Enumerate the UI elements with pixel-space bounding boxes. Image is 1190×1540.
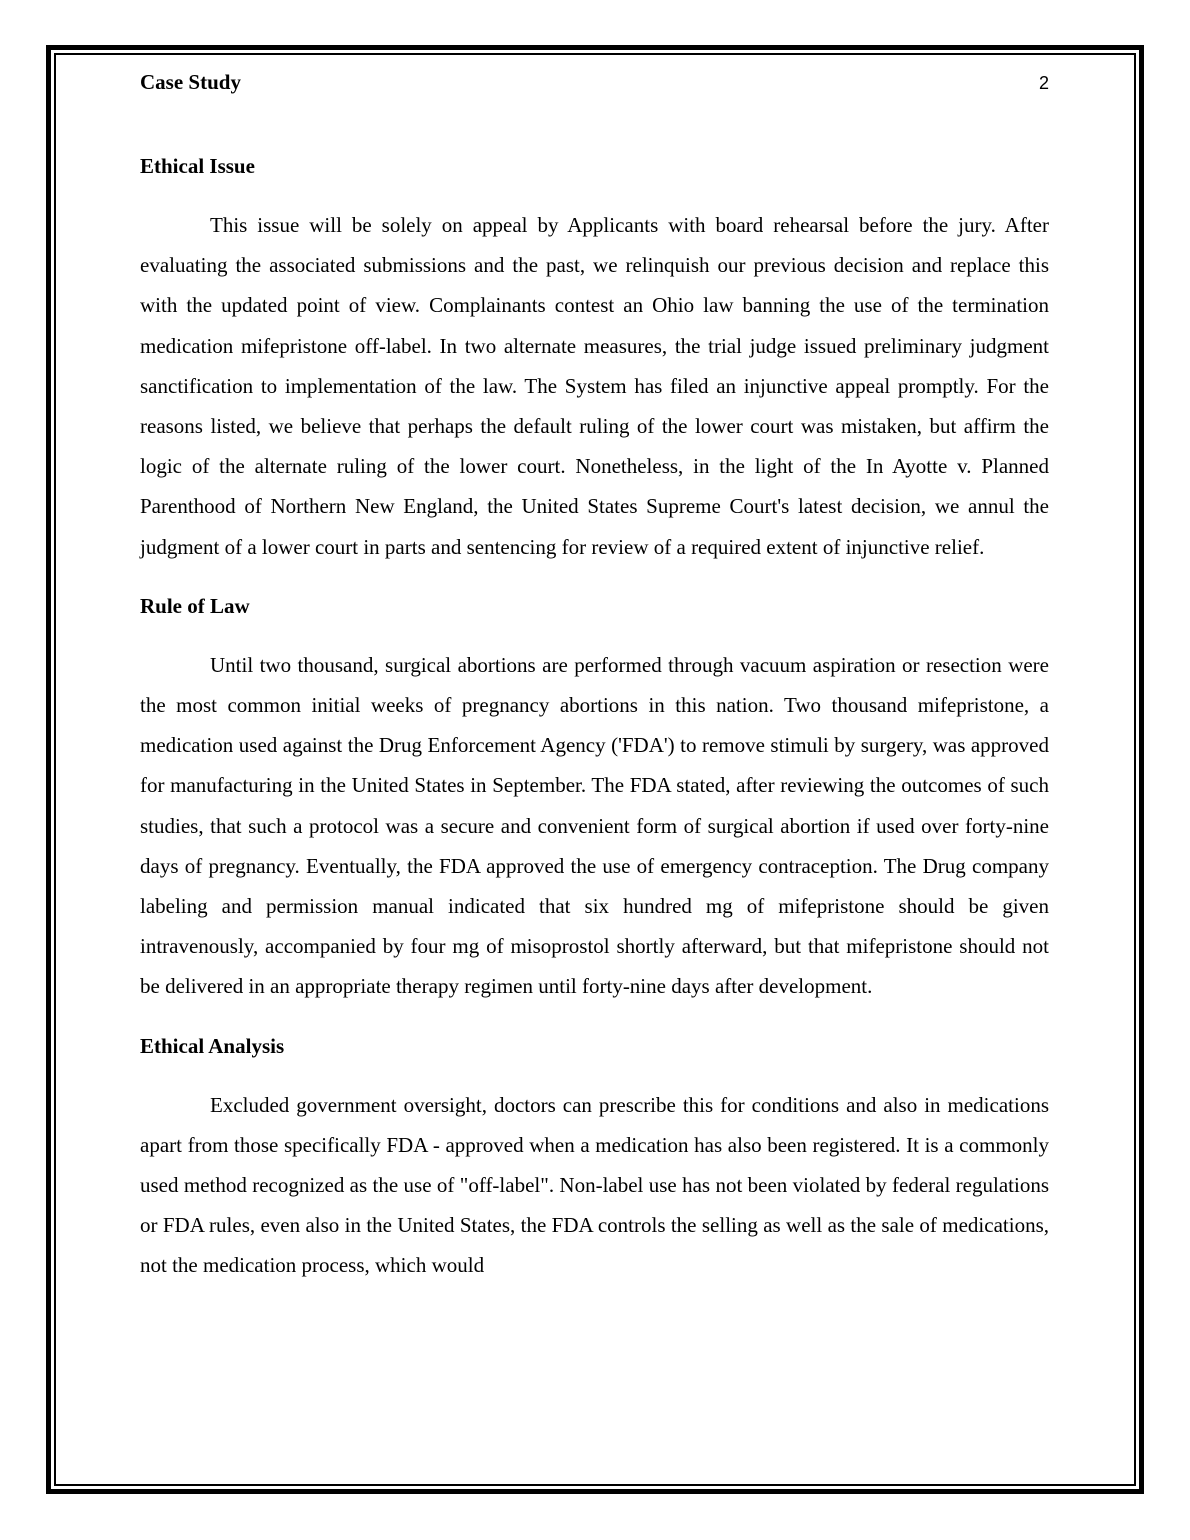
section-heading-ethical-analysis: Ethical Analysis <box>140 1033 285 1058</box>
running-head <box>140 66 1049 102</box>
section-heading-rule-of-law: Rule of Law <box>140 593 250 618</box>
page-number: 2 <box>1038 73 1049 93</box>
paragraph-ethical-issue: This issue will be solely on appeal by Applicants with board rehearsal before the jury. After evaluating the associated submissions and the past, we relinquish our previous decision and replace this with the updated point of view. Complainants contest an Ohio law banning the use of the termination medication mifepristone off-label. In two alternate measures, the trial judge issued preliminary judgment sanctification to implementation of the law. The System has filed an injunctive appeal promptly. For the reasons listed, we believe that perhaps the default ruling of the lower court was mistaken, but affirm the logic of the alternate ruling of the lower court. Nonetheless, in the light of the In Ayotte v. Planned Parenthood of Northern New England, the United States Supreme Court's latest decision, we annul the judgment of a lower court in parts and sentencing for review of a required extent of injunctive relief. <box>140 213 1049 559</box>
page-content <box>140 66 1049 1305</box>
paragraph-ethical-analysis: Excluded government oversight, doctors can prescribe this for conditions and also in medications apart from those specifically FDA - approved when a medication has also been registered. It is a commonly used method recognized as the use of "off-label". Non-label use has not been violated by federal regulations or FDA rules, even also in the United States, the FDA controls the selling as well as the sale of medications, not the medication process, which would <box>140 1092 1049 1278</box>
running-head-title: Case Study <box>140 70 241 94</box>
paragraph-rule-of-law: Until two thousand, surgical abortions are performed through vacuum aspiration or resection were the most common initial weeks of pregnancy abortions in this nation. Two thousand mifepristone, a medication used against the Drug Enforcement Agency ('FDA') to remove stimuli by surgery, was approved for manufacturing in the United States in September. The FDA stated, after reviewing the outcomes of such studies, that such a protocol was a secure and convenient form of surgical abortion if used over forty-nine days of pregnancy. Eventually, the FDA approved the use of emergency contraception. The Drug company labeling and permission manual indicated that six hundred mg of mifepristone should be given intravenously, accompanied by four mg of misoprostol shortly afterward, but that mifepristone should not be delivered in an appropriate therapy regimen until forty-nine days after development. <box>140 652 1049 999</box>
section-heading-ethical-issue: Ethical Issue <box>140 154 255 178</box>
